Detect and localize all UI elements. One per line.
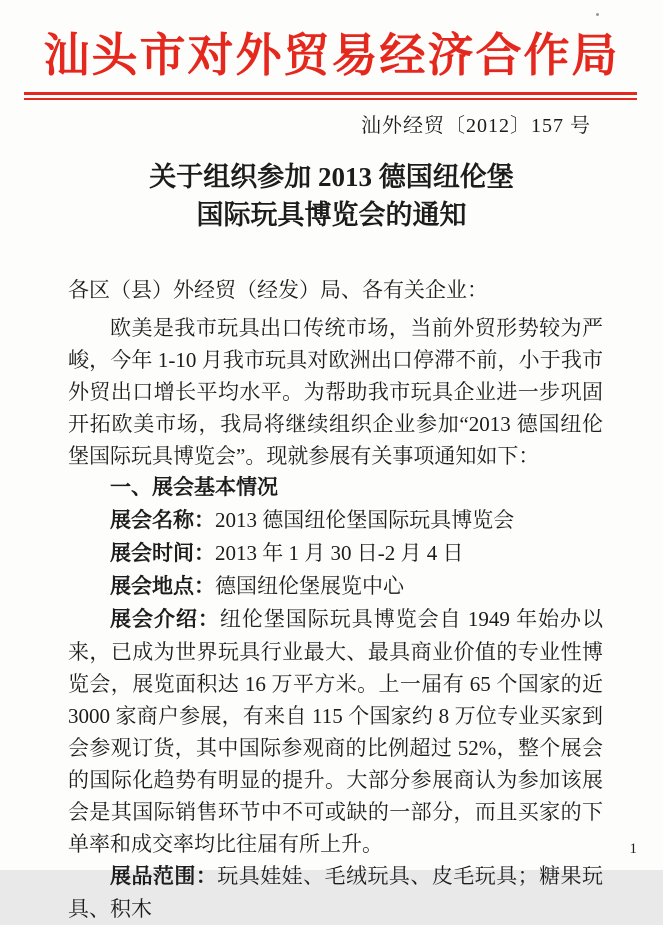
- field-value-fair-date: 2013 年 1 月 30 日-2 月 4 日: [215, 541, 464, 566]
- agency-name: 汕头市对外贸易经济合作局: [43, 30, 620, 81]
- field-row-fair-name: [68, 504, 603, 537]
- document-title-line2: 国际玩具博览会的通知: [196, 200, 467, 231]
- letterhead-divider: [24, 92, 637, 100]
- section-heading: 一、展会基本情况: [110, 476, 278, 500]
- fair-intro-paragraph: [68, 603, 603, 860]
- opening-paragraph: 欧美是我市玩具出口传统市场，当前外贸形势较为严峻，今年 1-10 月我市玩具对欧洲出口停滞不前，小于我市外贸出口增长平均水平。为帮助我市玩具企业进一步巩固开拓欧美市场，我局将继续组织企业参加“2013 德国纽伦堡国际玩具博览会”。现就参展有关事项通知如下：: [68, 316, 603, 469]
- document-title-line1: 关于组织参加 2013 德国纽伦堡: [149, 162, 514, 193]
- page-number: 1: [629, 841, 637, 857]
- field-label-fair-name: 展会名称：: [110, 509, 215, 533]
- field-label-fair-date: 展会时间：: [110, 542, 215, 566]
- document-body: [68, 312, 603, 925]
- field-label-exhibit-scope: 展品范围：: [110, 865, 218, 889]
- field-row-fair-venue: [68, 570, 603, 603]
- field-value-fair-name: 2013 德国纽伦堡国际玩具博览会: [215, 508, 515, 533]
- fair-intro-text: 纽伦堡国际玩具博览会自 1949 年始办以来，已成为世界玩具行业最大、最具商业价值的专业性博览会，展览面积达 16 万平方米。上一届有 65 个国家的近 3000 家商户参展，有来自 115 个国家约 8 万位专业买家到会参观订货，其中国际参观商的比例超过 52%，整个展会的国际化趋势有明显的提升。大部分参展商认为参加该展会是其国际销售环节中不可或缺的一部分，而且买家的下单率和成交率均比往届有所上升。: [68, 607, 604, 857]
- field-value-fair-venue: 德国纽伦堡展览中心: [215, 574, 404, 599]
- field-label-fair-intro: 展会介绍：: [110, 608, 220, 632]
- exhibit-scope-paragraph: [68, 860, 603, 925]
- divider-line-bottom: [24, 98, 637, 100]
- exhibit-scope-text: 玩具娃娃、毛绒玩具、皮毛玩具；糖果玩具、积木: [68, 864, 604, 922]
- document-number: 汕外经贸〔2012〕157 号: [361, 115, 591, 138]
- field-row-fair-date: [68, 537, 603, 570]
- scan-artifact: [596, 13, 599, 16]
- field-label-fair-venue: 展会地点：: [110, 575, 215, 599]
- document-title: [0, 158, 663, 234]
- salutation: 各区（县）外经贸（经发）局、各有关企业：: [68, 278, 488, 303]
